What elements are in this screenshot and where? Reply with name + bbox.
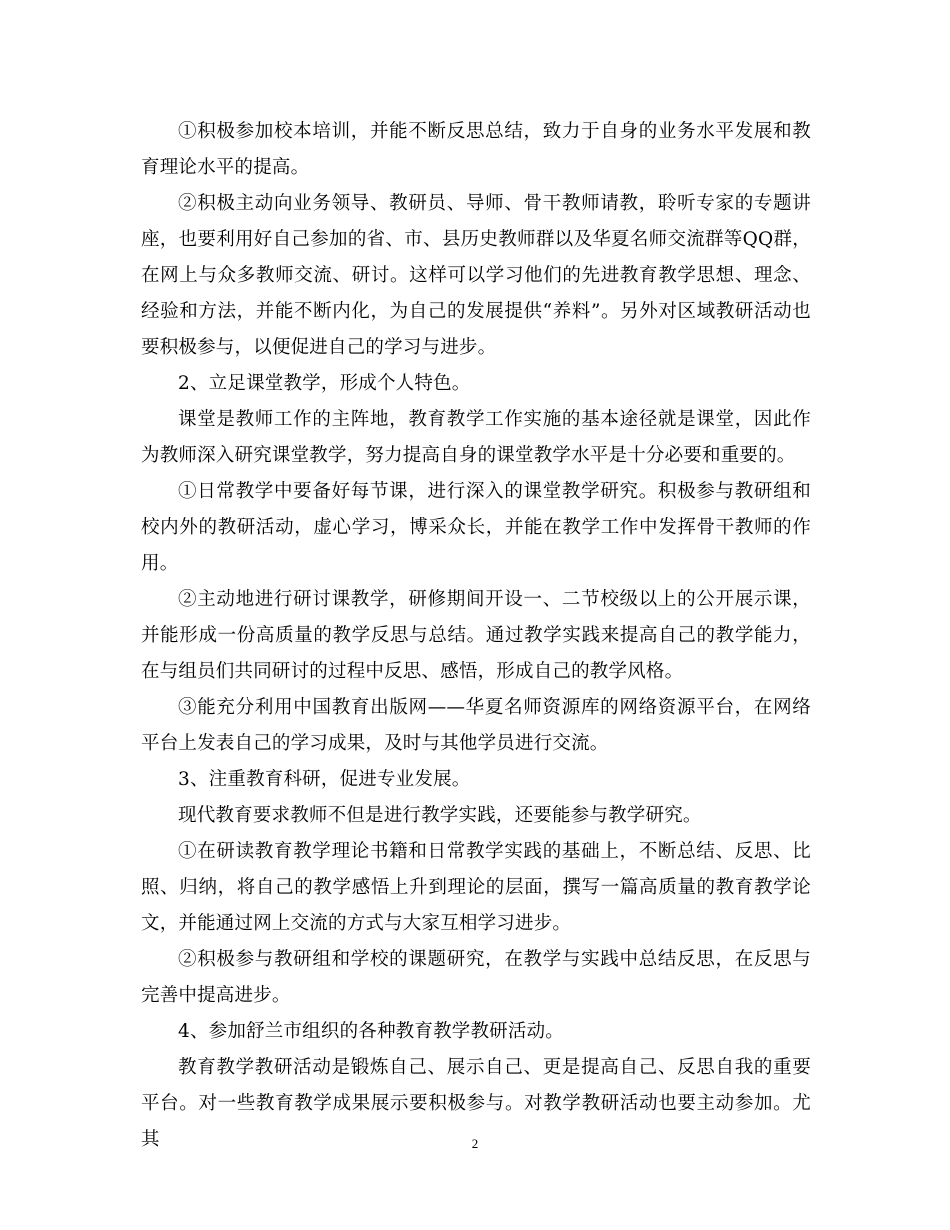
paragraph-7: 现代教育要求教师不但是进行教学实践，还要能参与教学研究。 (178, 805, 702, 826)
paragraph-3: 课堂是教师工作的主阵地，教育教学工作实施的基本途径就是课堂，因此作为教师深入研究课堂教学，努力提高自身的课堂教学水平是十分必要和重要的。 (141, 409, 811, 466)
document-body (141, 114, 811, 1158)
section-heading-3: 3、注重教育科研，促进专业发展。 (178, 769, 471, 790)
paragraph-1: ①积极参加校本培训，并能不断反思总结，致力于自身的业务水平发展和教育理论水平的提高。 (141, 121, 811, 178)
paragraph-4: ①日常教学中要备好每节课，进行深入的课堂教学研究。积极参与教研组和校内外的教研活动，虚心学习，博采众长，并能在教学工作中发挥骨干教师的作用。 (141, 481, 811, 574)
paragraph-6: ③能充分利用中国教育出版网——华夏名师资源库的网络资源平台，在网络平台上发表自己的学习成果，及时与其他学员进行交流。 (141, 697, 811, 754)
page-number: 2 (471, 1136, 479, 1151)
paragraph-9: ②积极参与教研组和学校的课题研究，在教学与实践中总结反思，在反思与完善中提高进步。 (141, 949, 811, 1006)
section-heading-4: 4、参加舒兰市组织的各种教育教学教研活动。 (178, 1021, 564, 1042)
paragraph-2: ②积极主动向业务领导、教研员、导师、骨干教师请教，聆听专家的专题讲座，也要利用好自己参加的省、市、县历史教师群以及华夏名师交流群等QQ群，在网上与众多教师交流、研讨。这样可以学习他们的先进教育教学思想、理念、经验和方法，并能不断内化，为自己的发展提供“养料”。另外对区域教研活动也要积极参与，以便促进自己的学习与进步。 (141, 193, 811, 358)
paragraph-8: ①在研读教育教学理论书籍和日常教学实践的基础上，不断总结、反思、比照、归纳，将自己的教学感悟上升到理论的层面，撰写一篇高质量的教育教学论文，并能通过网上交流的方式与大家互相学习进步。 (141, 841, 811, 934)
section-heading-2: 2、立足课堂教学，形成个人特色。 (178, 373, 471, 394)
paragraph-5: ②主动地进行研讨课教学，研修期间开设一、二节校级以上的公开展示课，并能形成一份高质量的教学反思与总结。通过教学实践来提高自己的教学能力，在与组员们共同研讨的过程中反思、感悟，形成自己的教学风格。 (141, 589, 811, 682)
paragraph-10: 教育教学教研活动是锻炼自己、展示自己、更是提高自己、反思自我的重要平台。对一些教育教学成果展示要积极参与。对教学教研活动也要主动参加。尤其 (141, 1057, 811, 1150)
